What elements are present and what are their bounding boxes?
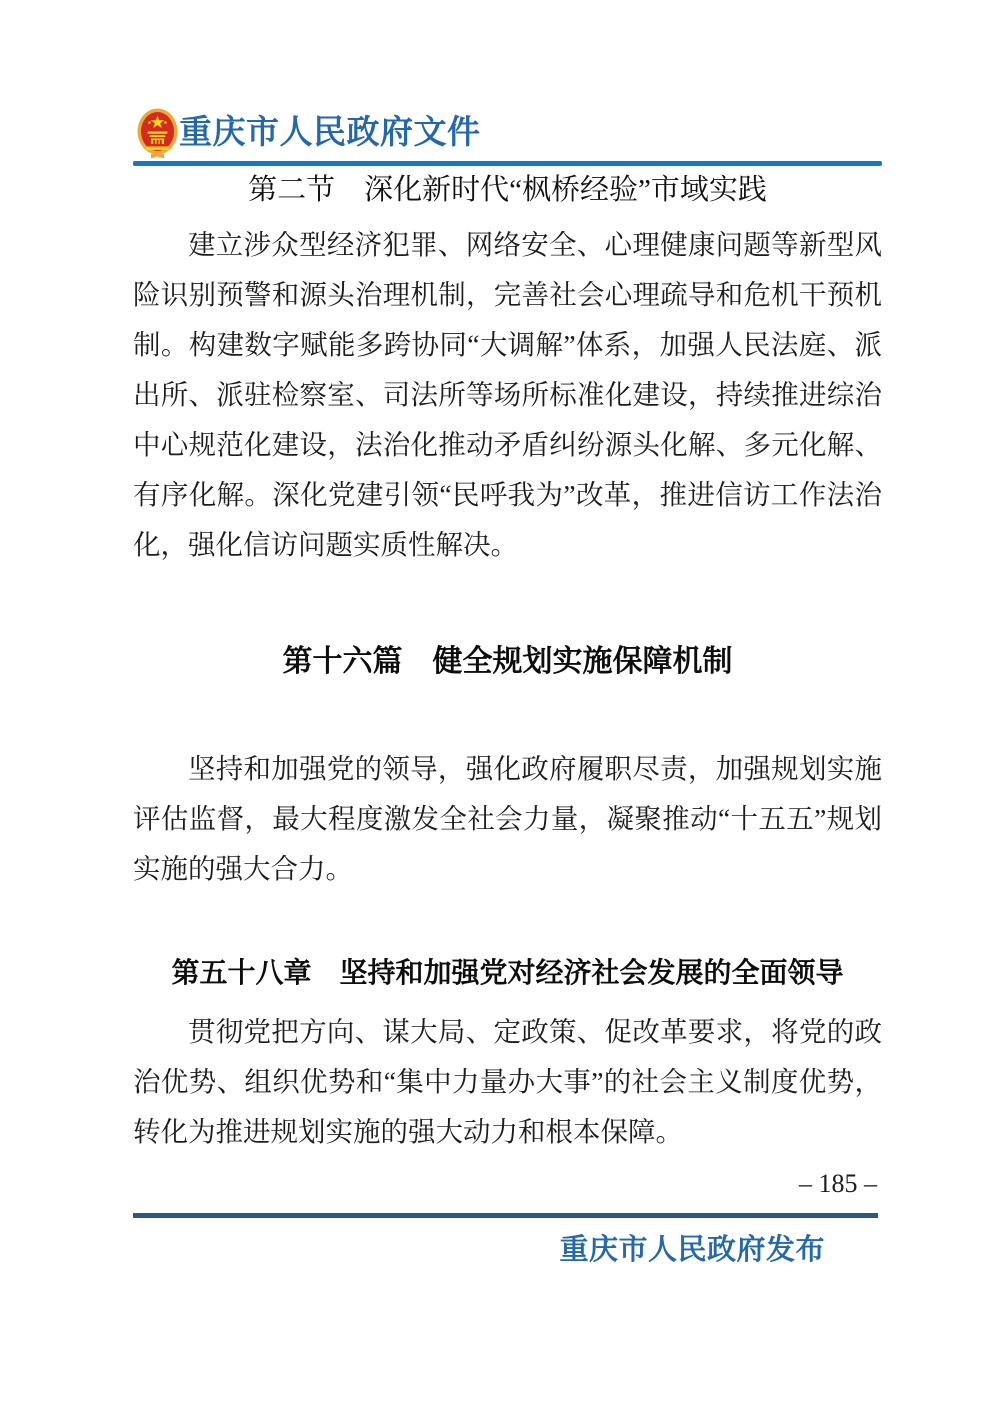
- paragraph-party-leadership-summary: 坚持和加强党的领导，强化政府履职尽责，加强规划实施评估监督，最大程度激发全社会力量，凝聚推动“十五五”规划实施的强大合力。: [133, 753, 882, 884]
- header-rule: [133, 161, 882, 166]
- paragraph-risk-governance: 建立涉众型经济犯罪、网络安全、心理健康问题等新型风险识别预警和源头治理机制，完善社会心理疏导和危机干预机制。构建数字赋能多跨协同“大调解”体系，加强人民法庭、派出所、派驻检察室、司法所等场所标准化建设，持续推进综治中心规范化建设，法治化推动矛盾纠纷源头化解、多元化解、有序化解。深化党建引领“民呼我为”改革，推进信访工作法治化，强化信访问题实质性解决。: [133, 229, 882, 560]
- part-heading: 第十六篇 健全规划实施保障机制: [282, 645, 733, 678]
- paragraph-party-leadership-detail: 贯彻党把方向、谋大局、定政策、促改革要求，将党的政治优势、组织优势和“集中力量办大事”的社会主义制度优势，转化为推进规划实施的强大动力和根本保障。: [133, 1016, 882, 1147]
- footer-publisher: 重庆市人民政府发布: [559, 1234, 825, 1266]
- chapter-heading: 第五十八章 坚持和加强党对经济社会发展的全面领导: [171, 957, 844, 988]
- document-header-title: 重庆市人民政府文件: [179, 113, 481, 150]
- page-number: – 185 –: [799, 1169, 877, 1198]
- china-national-emblem-icon: [137, 108, 178, 160]
- section-heading: 第二节 深化新时代“枫桥经验”市域实践: [248, 174, 767, 206]
- footer-rule: [133, 1213, 878, 1218]
